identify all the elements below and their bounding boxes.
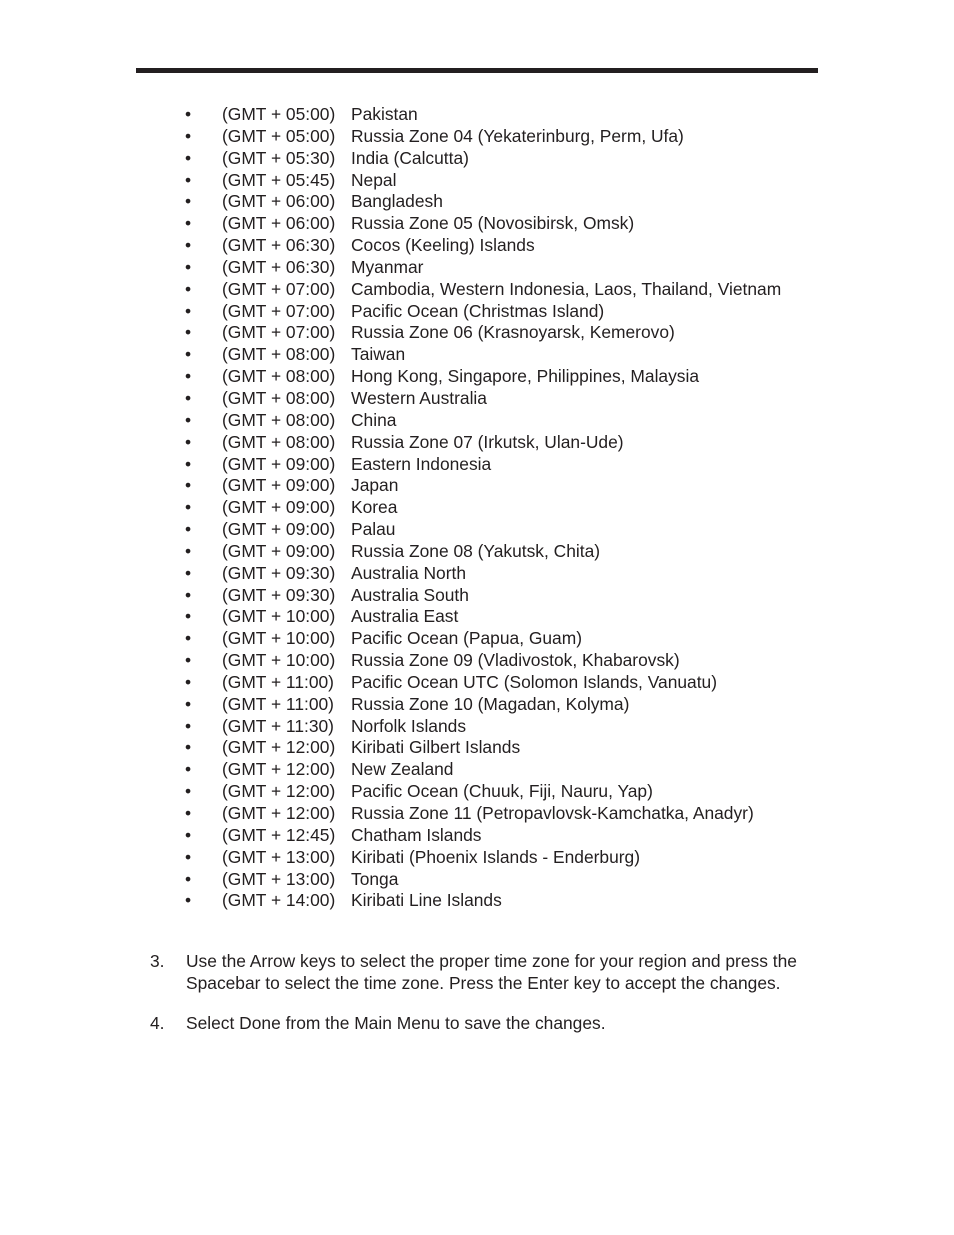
timezone-list-item <box>0 432 954 454</box>
timezone-region: Russia Zone 08 (Yakutsk, Chita) <box>351 540 601 561</box>
bullet-icon: • <box>185 693 192 714</box>
timezone-region: Cambodia, Western Indonesia, Laos, Thailand, Vietnam <box>351 278 782 299</box>
timezone-list-item <box>0 890 954 912</box>
timezone-offset: (GMT + 05:00) <box>222 125 336 146</box>
timezone-region: Chatham Islands <box>351 824 482 845</box>
timezone-list-item <box>0 606 954 628</box>
timezone-offset: (GMT + 09:00) <box>222 453 336 474</box>
timezone-list-item <box>0 475 954 497</box>
timezone-list-item <box>0 585 954 607</box>
timezone-list-item <box>0 366 954 388</box>
timezone-region: Australia South <box>351 584 469 605</box>
timezone-offset: (GMT + 12:00) <box>222 759 336 780</box>
timezone-region: Australia East <box>351 606 459 627</box>
bullet-icon: • <box>185 300 192 321</box>
bullet-icon: • <box>185 846 192 867</box>
bullet-icon: • <box>185 366 192 387</box>
timezone-offset: (GMT + 09:00) <box>222 519 336 540</box>
timezone-offset: (GMT + 12:00) <box>222 803 336 823</box>
timezone-offset: (GMT + 07:00) <box>222 322 336 343</box>
timezone-region: Russia Zone 05 (Novosibirsk, Omsk) <box>351 213 635 234</box>
timezone-offset: (GMT + 10:00) <box>222 650 336 671</box>
bullet-icon: • <box>185 431 192 452</box>
bullet-icon: • <box>185 671 192 692</box>
timezone-region: Pakistan <box>351 104 418 124</box>
timezone-list-item <box>0 279 954 301</box>
timezone-offset: (GMT + 06:30) <box>222 256 336 277</box>
timezone-offset: (GMT + 10:00) <box>222 628 336 649</box>
step-text: Use the Arrow keys to select the proper time zone for your region and press the Spacebar to select the time zone. Press the Enter key to accept the changes. <box>186 951 797 993</box>
bullet-icon: • <box>185 213 192 234</box>
timezone-list-item <box>0 497 954 519</box>
timezone-offset: (GMT + 08:00) <box>222 344 336 365</box>
timezone-region: Pacific Ocean (Papua, Guam) <box>351 628 583 649</box>
timezone-offset: (GMT + 14:00) <box>222 890 336 911</box>
step-number: 3. <box>150 951 165 971</box>
bullet-icon: • <box>185 322 192 343</box>
bullet-icon: • <box>185 803 192 823</box>
bullet-icon: • <box>185 453 192 474</box>
timezone-offset: (GMT + 09:00) <box>222 540 336 561</box>
timezone-list-item <box>0 301 954 323</box>
bullet-icon: • <box>185 562 192 583</box>
timezone-region: Tonga <box>351 868 399 889</box>
timezone-list-item <box>0 454 954 476</box>
bullet-icon: • <box>185 650 192 671</box>
bullet-icon: • <box>185 147 192 168</box>
timezone-offset: (GMT + 07:00) <box>222 278 336 299</box>
timezone-list-item <box>0 847 954 869</box>
timezone-region: Pacific Ocean (Christmas Island) <box>351 300 605 321</box>
timezone-offset: (GMT + 12:45) <box>222 824 336 845</box>
timezone-region: Kiribati (Phoenix Islands - Enderburg) <box>351 846 641 867</box>
timezone-offset: (GMT + 09:30) <box>222 562 336 583</box>
timezone-region: Russia Zone 04 (Yekaterinburg, Perm, Ufa) <box>351 125 684 146</box>
bullet-icon: • <box>185 278 192 299</box>
timezone-list-item <box>0 541 954 563</box>
bullet-icon: • <box>185 125 192 146</box>
timezone-offset: (GMT + 05:30) <box>222 147 336 168</box>
timezone-list-item <box>0 322 954 344</box>
timezone-region: Japan <box>351 475 399 496</box>
timezone-offset: (GMT + 09:00) <box>222 475 336 496</box>
timezone-offset: (GMT + 06:00) <box>222 213 336 234</box>
bullet-icon: • <box>185 344 192 365</box>
header-rule <box>136 68 818 73</box>
timezone-region: Korea <box>351 497 398 518</box>
timezone-region: Kiribati Gilbert Islands <box>351 737 521 758</box>
timezone-region: Russia Zone 09 (Vladivostok, Khabarovsk) <box>351 650 680 671</box>
timezone-list-item <box>0 737 954 759</box>
timezone-region: Pacific Ocean (Chuuk, Fiji, Nauru, Yap) <box>351 781 653 802</box>
timezone-offset: (GMT + 08:00) <box>222 366 336 387</box>
timezone-offset: (GMT + 10:00) <box>222 606 336 627</box>
timezone-offset: (GMT + 11:00) <box>222 693 334 714</box>
timezone-offset: (GMT + 08:00) <box>222 387 336 408</box>
timezone-offset: (GMT + 08:00) <box>222 409 336 430</box>
timezone-list-item <box>0 628 954 650</box>
bullet-icon: • <box>185 519 192 540</box>
timezone-region: New Zealand <box>351 759 454 780</box>
timezone-offset: (GMT + 12:00) <box>222 737 336 758</box>
timezone-list-item <box>0 388 954 410</box>
bullet-icon: • <box>185 409 192 430</box>
timezone-region: Hong Kong, Singapore, Philippines, Malaysia <box>351 366 700 387</box>
timezone-region: Palau <box>351 519 396 540</box>
bullet-icon: • <box>185 737 192 758</box>
timezone-offset: (GMT + 09:00) <box>222 497 336 518</box>
timezone-region: Pacific Ocean UTC (Solomon Islands, Vanuatu) <box>351 671 718 692</box>
timezone-region: Taiwan <box>351 344 406 365</box>
timezone-region: Russia Zone 07 (Irkutsk, Ulan-Ude) <box>351 431 624 452</box>
timezone-region: Cocos (Keeling) Islands <box>351 235 535 256</box>
timezone-region: Nepal <box>351 169 397 190</box>
timezone-list-item <box>0 410 954 432</box>
bullet-icon: • <box>185 824 192 845</box>
bullet-icon: • <box>185 475 192 496</box>
instruction-steps <box>0 951 954 1034</box>
bullet-icon: • <box>185 890 192 911</box>
timezone-list-item <box>0 257 954 279</box>
timezone-offset: (GMT + 08:00) <box>222 431 336 452</box>
instruction-step <box>0 951 954 995</box>
timezone-list-item <box>0 759 954 781</box>
step-text: Select Done from the Main Menu to save the changes. <box>186 1012 606 1033</box>
timezone-list-item <box>0 869 954 891</box>
bullet-icon: • <box>185 584 192 605</box>
timezone-region: China <box>351 409 397 430</box>
instruction-step <box>0 1013 954 1035</box>
timezone-offset: (GMT + 13:00) <box>222 846 336 867</box>
bullet-icon: • <box>185 606 192 627</box>
bullet-icon: • <box>185 868 192 889</box>
timezone-region: India (Calcutta) <box>351 147 469 168</box>
bullet-icon: • <box>185 387 192 408</box>
timezone-list-item <box>0 672 954 694</box>
step-number: 4. <box>150 1012 165 1033</box>
timezone-offset: (GMT + 07:00) <box>222 300 336 321</box>
timezone-offset: (GMT + 13:00) <box>222 868 336 889</box>
timezone-list-item <box>0 191 954 213</box>
timezone-list-item <box>0 104 954 126</box>
timezone-list-item <box>0 781 954 803</box>
bullet-icon: • <box>185 256 192 277</box>
timezone-list-item <box>0 344 954 366</box>
timezone-region: Bangladesh <box>351 191 443 212</box>
timezone-offset: (GMT + 09:30) <box>222 584 336 605</box>
timezone-list-item <box>0 803 954 825</box>
bullet-icon: • <box>185 628 192 649</box>
timezone-list-item <box>0 694 954 716</box>
bullet-icon: • <box>185 235 192 256</box>
timezone-list-item <box>0 170 954 192</box>
timezone-list-item <box>0 235 954 257</box>
timezone-region: Norfolk Islands <box>351 715 467 736</box>
bullet-icon: • <box>185 781 192 802</box>
timezone-list-item <box>0 716 954 738</box>
timezone-list-item <box>0 825 954 847</box>
bullet-icon: • <box>185 191 192 212</box>
timezone-offset: (GMT + 05:45) <box>222 169 336 190</box>
timezone-region: Myanmar <box>351 256 424 277</box>
timezone-region: Russia Zone 10 (Magadan, Kolyma) <box>351 693 630 714</box>
timezone-region: Russia Zone 11 (Petropavlovsk-Kamchatka, Anadyr) <box>351 803 754 823</box>
bullet-icon: • <box>185 497 192 518</box>
timezone-region: Australia North <box>351 562 467 583</box>
timezone-region: Western Australia <box>351 387 487 408</box>
bullet-icon: • <box>185 540 192 561</box>
timezone-list-item <box>0 650 954 672</box>
timezone-offset: (GMT + 11:00) <box>222 671 334 692</box>
timezone-offset: (GMT + 06:00) <box>222 191 336 212</box>
timezone-list-item <box>0 519 954 541</box>
timezone-region: Russia Zone 06 (Krasnoyarsk, Kemerovo) <box>351 322 675 343</box>
timezone-region: Eastern Indonesia <box>351 453 492 474</box>
bullet-icon: • <box>185 104 192 124</box>
bullet-icon: • <box>185 759 192 780</box>
timezone-list-item <box>0 126 954 148</box>
bullet-icon: • <box>185 715 192 736</box>
timezone-list-item <box>0 148 954 170</box>
timezone-offset: (GMT + 05:00) <box>222 104 336 124</box>
bullet-icon: • <box>185 169 192 190</box>
timezone-offset: (GMT + 06:30) <box>222 235 336 256</box>
timezone-offset: (GMT + 12:00) <box>222 781 336 802</box>
timezone-list-item <box>0 563 954 585</box>
timezone-list-item <box>0 213 954 235</box>
timezone-list <box>0 104 954 912</box>
timezone-offset: (GMT + 11:30) <box>222 715 334 736</box>
timezone-region: Kiribati Line Islands <box>351 890 502 911</box>
